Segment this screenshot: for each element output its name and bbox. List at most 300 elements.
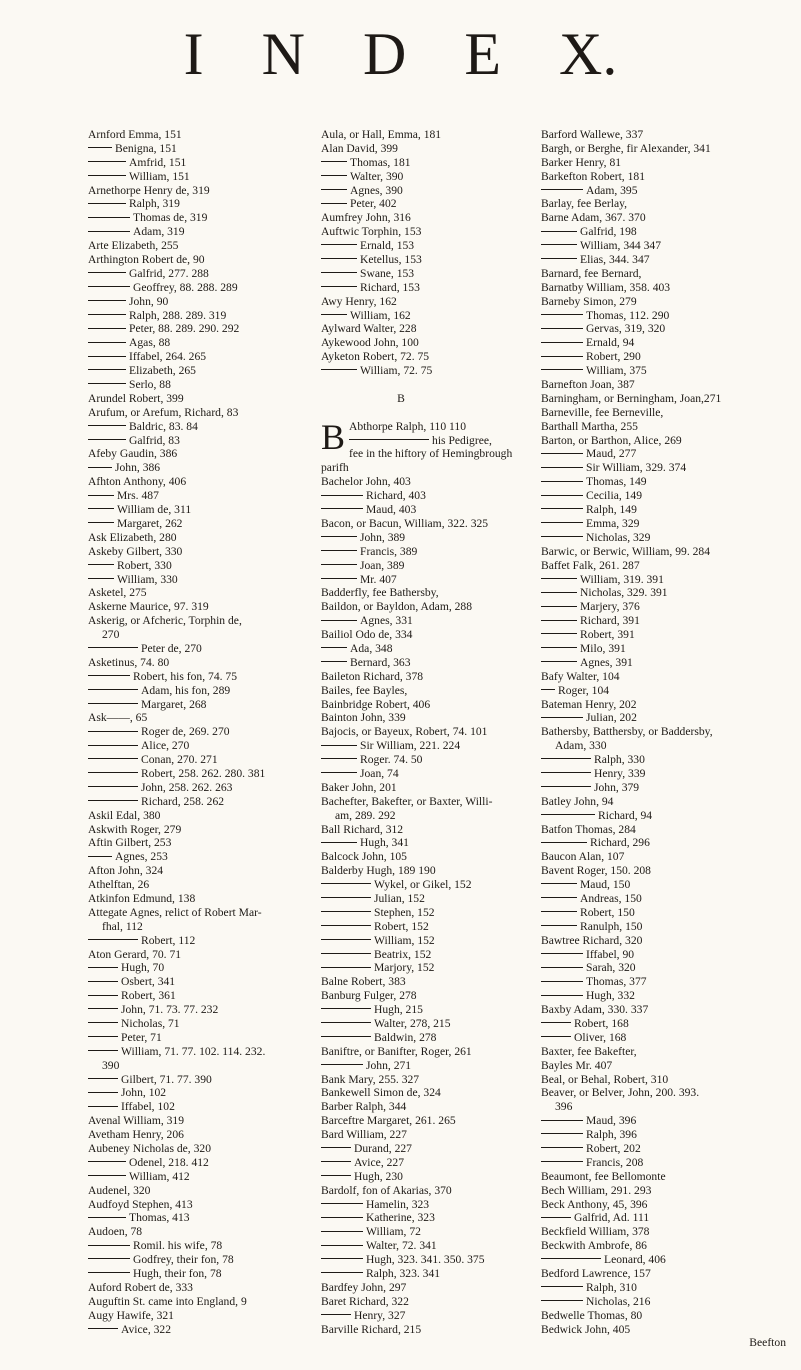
entry-text: Gervas, 319, 320 <box>586 322 666 336</box>
index-entry <box>321 461 541 475</box>
index-entry <box>321 197 541 211</box>
entry-text: Bainton John, 339 <box>321 711 406 725</box>
index-entry <box>541 447 786 461</box>
index-entry <box>321 545 541 559</box>
drop-cap: B <box>321 416 346 457</box>
entry-text: Thomas, 149 <box>586 475 647 489</box>
index-column-middle <box>321 128 541 1336</box>
entry-text: Baucon Alan, 107 <box>541 850 625 864</box>
index-entry <box>321 628 541 642</box>
entry-text: Serlo, 88 <box>129 378 171 392</box>
entry-text: Balderby Hugh, 189 190 <box>321 864 436 878</box>
ditto-rule <box>88 702 138 704</box>
entry-text: Barningham, or Berningham, Joan,271 <box>541 391 722 405</box>
index-entry <box>88 975 308 989</box>
index-entry <box>541 948 786 962</box>
heading-letter: N <box>261 21 305 87</box>
index-entry <box>321 1211 541 1225</box>
index-entry <box>88 711 308 725</box>
ditto-rule <box>88 1160 126 1162</box>
entry-text: Robert, 391 <box>580 628 635 642</box>
entry-text: Richard, 258. 262 <box>141 794 225 808</box>
index-entry <box>541 461 786 475</box>
index-entry <box>321 698 541 712</box>
entry-text: Askil Edal, 380 <box>88 808 161 822</box>
entry-text: Ernald, 94 <box>586 336 635 350</box>
ditto-rule <box>321 1244 363 1246</box>
ditto-rule <box>321 646 347 648</box>
ditto-rule <box>541 452 583 454</box>
entry-text: Balne Robert, 383 <box>321 975 406 989</box>
ditto-rule <box>541 841 587 843</box>
entry-text: Richard, 403 <box>366 489 426 503</box>
index-entry <box>88 378 308 392</box>
entry-text: Ketellus, 153 <box>360 253 422 267</box>
entry-text: Walter, 390 <box>350 169 404 183</box>
entry-text: Afton John, 324 <box>88 864 164 878</box>
index-column-left <box>88 128 308 1336</box>
ditto-rule <box>541 1160 583 1162</box>
index-entry <box>541 642 786 656</box>
index-entry <box>321 906 541 920</box>
ditto-rule <box>541 466 583 468</box>
ditto-rule <box>88 1021 118 1023</box>
index-entry <box>88 239 308 253</box>
index-entry <box>541 517 786 531</box>
index-entry <box>541 850 786 864</box>
entry-text: Beatrix, 152 <box>374 947 432 961</box>
entry-text: Cecilia, 149 <box>586 489 643 503</box>
index-entry <box>321 878 541 892</box>
index-entry <box>88 225 308 239</box>
entry-text: Milo, 391 <box>580 641 626 655</box>
index-entry <box>88 197 308 211</box>
entry-text: William, 152 <box>374 933 435 947</box>
index-entry <box>321 1239 541 1253</box>
ditto-rule <box>88 1091 118 1093</box>
entry-text: Romil. his wife, 78 <box>133 1239 223 1253</box>
ditto-rule <box>88 355 126 357</box>
ditto-rule <box>541 507 583 509</box>
ditto-rule <box>88 1257 130 1259</box>
index-entry <box>88 684 308 698</box>
ditto-rule <box>88 202 126 204</box>
entry-text: parifh <box>321 461 349 475</box>
index-entry <box>321 795 541 809</box>
entry-text: Aula, or Hall, Emma, 181 <box>321 128 442 141</box>
heading-letter: I <box>183 21 204 87</box>
entry-text: Aykewood John, 100 <box>321 336 419 350</box>
index-entry <box>321 239 541 253</box>
entry-text: Conan, 270. 271 <box>141 753 218 767</box>
index-entry <box>88 1309 308 1323</box>
index-entry <box>88 253 308 267</box>
index-entry <box>321 1059 541 1073</box>
ditto-rule <box>88 1271 130 1273</box>
index-entry <box>541 711 786 725</box>
entry-text: Bank Mary, 255. 327 <box>321 1072 420 1086</box>
index-entry <box>321 156 541 170</box>
index-entry <box>321 489 541 503</box>
ditto-rule <box>321 841 357 843</box>
entry-text: am, 289. 292 <box>335 808 396 822</box>
index-entry <box>88 170 308 184</box>
entry-text: Peter, 71 <box>121 1030 162 1044</box>
ditto-rule <box>541 188 583 190</box>
ditto-rule <box>541 994 583 996</box>
ditto-rule <box>321 1216 363 1218</box>
ditto-rule <box>321 1257 363 1259</box>
index-entry <box>88 614 308 628</box>
index-entry <box>541 253 786 267</box>
index-entry <box>541 906 786 920</box>
ditto-rule <box>88 174 126 176</box>
entry-text: William, 375 <box>586 364 647 378</box>
ditto-rule <box>541 355 583 357</box>
entry-text: John, 102 <box>121 1086 167 1100</box>
index-entry <box>541 989 786 1003</box>
index-entry <box>541 573 786 587</box>
index-entry <box>321 1045 541 1059</box>
index-entry <box>321 336 541 350</box>
ditto-rule <box>541 660 577 662</box>
entry-text: Bedford Lawrence, 157 <box>541 1267 651 1281</box>
index-entry <box>541 1086 786 1100</box>
ditto-rule <box>321 1313 351 1315</box>
entry-text: Thomas, 181 <box>350 155 411 169</box>
index-entry <box>88 1128 308 1142</box>
ditto-rule <box>321 368 357 370</box>
index-entry <box>541 239 786 253</box>
entry-text: Gilbert, 71. 77. 390 <box>121 1072 212 1086</box>
entry-text: Bedwelle Thomas, 80 <box>541 1308 643 1322</box>
entry-text: Roger. 74. 50 <box>360 753 423 767</box>
entry-text: Askerig, or Afcheric, Torphin de, <box>88 614 242 628</box>
index-entry <box>88 1059 308 1073</box>
index-entry <box>541 364 786 378</box>
entry-text: Baileton Richard, 378 <box>321 669 424 683</box>
entry-text: Peter, 88. 289. 290. 292 <box>129 322 240 336</box>
entry-text: Attegate Agnes, relict of Robert Mar- <box>88 905 262 919</box>
ditto-rule <box>321 563 357 565</box>
entry-text: Adam, 395 <box>586 183 638 197</box>
entry-text: Askerne Maurice, 97. 319 <box>88 600 209 614</box>
index-entry <box>88 920 308 934</box>
index-entry <box>321 767 541 781</box>
index-entry <box>321 1003 541 1017</box>
index-entry <box>88 1253 308 1267</box>
ditto-rule <box>541 257 577 259</box>
entry-text: Bedwick John, 405 <box>541 1322 631 1336</box>
entry-text: John, 386 <box>115 461 161 475</box>
entry-text: Bardfey John, 297 <box>321 1280 407 1294</box>
entry-text: Bafy Walter, 104 <box>541 669 620 683</box>
index-entry <box>88 934 308 948</box>
ditto-rule <box>88 438 126 440</box>
entry-text: Barne Adam, 367. 370 <box>541 211 646 225</box>
index-entry <box>321 850 541 864</box>
entry-text: Barnatby William, 358. 403 <box>541 280 671 294</box>
index-entry <box>321 1017 541 1031</box>
index-entry <box>321 475 541 489</box>
index-entry <box>321 836 541 850</box>
entry-text: William, 162 <box>350 308 411 322</box>
ditto-rule <box>88 341 126 343</box>
index-entry <box>541 1211 786 1225</box>
entry-text: Thomas, 112. 290 <box>586 308 670 322</box>
index-entry <box>541 961 786 975</box>
entry-text: 390 <box>102 1058 120 1072</box>
entry-text: Thomas de, 319 <box>133 211 208 225</box>
ditto-rule <box>541 619 577 621</box>
index-entry <box>88 586 308 600</box>
index-entry <box>88 878 308 892</box>
index-entry <box>321 434 541 448</box>
index-entry <box>541 128 786 142</box>
index-entry <box>88 1100 308 1114</box>
ditto-rule <box>321 507 363 509</box>
index-entry <box>541 1239 786 1253</box>
entry-text: Baildon, or Bayldon, Adam, 288 <box>321 600 473 614</box>
entry-text: Osbert, 341 <box>121 975 176 989</box>
ditto-rule <box>321 188 347 190</box>
entry-text: Hugh, their fon, 78 <box>133 1267 222 1281</box>
entry-text: William, 72. 75 <box>360 364 433 378</box>
entry-text: fhal, 112 <box>102 919 143 933</box>
index-entry <box>541 170 786 184</box>
entry-text: Maud, 403 <box>366 503 417 517</box>
index-entry <box>88 211 308 225</box>
index-entry <box>321 1225 541 1239</box>
ditto-rule <box>88 146 112 148</box>
entry-text: Robert, 150 <box>580 905 635 919</box>
index-entry <box>541 309 786 323</box>
index-entry <box>321 406 541 420</box>
ditto-rule <box>321 1174 351 1176</box>
entry-text: Arnford Emma, 151 <box>88 128 182 141</box>
index-entry <box>541 350 786 364</box>
entry-text: Iffabel, 90 <box>586 947 635 961</box>
index-entry <box>541 1073 786 1087</box>
entry-text: Bardolf, fon of Akarias, 370 <box>321 1183 452 1197</box>
ditto-rule <box>88 230 130 232</box>
entry-text: Bernard, 363 <box>350 655 411 669</box>
ditto-rule <box>541 243 577 245</box>
entry-text: William, 72 <box>366 1225 421 1239</box>
index-entry <box>321 322 541 336</box>
ditto-rule <box>88 757 138 759</box>
entry-text: Durand, 227 <box>354 1142 412 1156</box>
ditto-rule <box>88 1007 118 1009</box>
ditto-rule <box>321 938 371 940</box>
entry-text: Godfrey, their fon, 78 <box>133 1253 234 1267</box>
index-entry <box>541 503 786 517</box>
index-entry <box>321 350 541 364</box>
index-entry <box>321 975 541 989</box>
entry-text: Robert, 361 <box>121 989 176 1003</box>
index-entry <box>88 628 308 642</box>
index-entry <box>541 1031 786 1045</box>
index-entry <box>88 809 308 823</box>
entry-text: Marjory, 152 <box>374 961 435 975</box>
index-entry <box>541 864 786 878</box>
ditto-rule <box>321 1021 371 1023</box>
index-entry <box>321 309 541 323</box>
entry-text: Adam, 319 <box>133 225 185 239</box>
entry-text: Walter, 72. 341 <box>366 1239 437 1253</box>
ditto-rule <box>88 966 118 968</box>
entry-text: Roger de, 269. 270 <box>141 725 230 739</box>
index-entry <box>541 378 786 392</box>
entry-text: Bailes, fee Bayles, <box>321 683 408 697</box>
index-entry <box>321 656 541 670</box>
index-entry <box>541 795 786 809</box>
entry-text: Barford Wallewe, 337 <box>541 128 644 141</box>
entry-text: Richard, 296 <box>590 836 650 850</box>
heading-letter: E <box>464 21 501 87</box>
entry-text: William, 412 <box>129 1169 190 1183</box>
index-entry <box>88 1156 308 1170</box>
entry-text: Beckwith Ambrofe, 86 <box>541 1239 647 1253</box>
entry-text: Katherine, 323 <box>366 1211 435 1225</box>
ditto-rule <box>541 952 583 954</box>
index-entry <box>88 322 308 336</box>
ditto-rule <box>541 591 577 593</box>
entry-text: Henry, 327 <box>354 1308 406 1322</box>
ditto-rule <box>541 1285 583 1287</box>
index-entry <box>88 364 308 378</box>
ditto-rule <box>541 632 577 634</box>
ditto-rule <box>541 535 583 537</box>
index-entry <box>88 1267 308 1281</box>
entry-text: Robert, 168 <box>574 1017 629 1030</box>
index-entry <box>541 1156 786 1170</box>
ditto-rule <box>541 813 595 815</box>
ditto-rule <box>321 535 357 537</box>
index-entry <box>541 406 786 420</box>
entry-text: Bawtree Richard, 320 <box>541 933 643 947</box>
index-entry <box>88 961 308 975</box>
index-entry <box>88 892 308 906</box>
index-entry <box>541 559 786 573</box>
entry-text: Ada, 348 <box>350 641 393 655</box>
entry-text: Ralph, 330 <box>594 753 645 767</box>
index-entry <box>321 586 541 600</box>
index-entry <box>541 878 786 892</box>
entry-text: Agas, 88 <box>129 336 171 350</box>
ditto-rule <box>321 757 357 759</box>
ditto-rule <box>541 771 591 773</box>
entry-text: John, 379 <box>594 780 640 794</box>
index-entry <box>541 1045 786 1059</box>
entry-text: Ask——, 65 <box>88 711 148 725</box>
index-entry <box>541 628 786 642</box>
index-entry <box>321 573 541 587</box>
entry-text: Auftwic Torphin, 153 <box>321 225 422 239</box>
entry-text: William de, 311 <box>117 503 192 517</box>
index-entry <box>321 1031 541 1045</box>
entry-text: Sir William, 329. 374 <box>586 461 687 475</box>
index-entry <box>541 1100 786 1114</box>
entry-text: Barkefton Robert, 181 <box>541 169 645 183</box>
ditto-rule <box>541 1299 583 1301</box>
index-entry <box>88 517 308 531</box>
entry-text: Sarah, 320 <box>586 961 636 975</box>
entry-text: Banburg Fulger, 278 <box>321 989 417 1003</box>
index-entry <box>88 267 308 281</box>
entry-text: Ball Richard, 312 <box>321 822 404 836</box>
ditto-rule <box>88 424 126 426</box>
ditto-rule <box>541 480 583 482</box>
entry-text: Afeby Gaudin, 386 <box>88 447 178 461</box>
index-entry <box>541 823 786 837</box>
index-entry <box>88 503 308 517</box>
index-entry <box>88 281 308 295</box>
entry-text: William, 330 <box>117 572 178 586</box>
ditto-rule <box>321 924 371 926</box>
index-entry <box>88 1211 308 1225</box>
entry-text: Barneville, fee Berneville, <box>541 405 664 419</box>
entry-text: Arthington Robert de, 90 <box>88 253 205 267</box>
ditto-rule <box>541 716 583 718</box>
entry-text: John, 271 <box>366 1058 412 1072</box>
entry-text: Maud, 396 <box>586 1114 637 1128</box>
entry-text: Wykel, or Gikel, 152 <box>374 878 472 892</box>
index-entry <box>88 1198 308 1212</box>
ditto-rule <box>321 1035 371 1037</box>
ditto-rule <box>88 1174 126 1176</box>
entry-text: 270 <box>102 628 120 642</box>
entry-text: Arnethorpe Henry de, 319 <box>88 183 210 197</box>
entry-text: Margaret, 262 <box>117 516 183 530</box>
ditto-rule <box>541 1132 583 1134</box>
index-entry <box>88 1045 308 1059</box>
index-entry <box>88 948 308 962</box>
ditto-rule <box>541 980 583 982</box>
index-entry <box>541 489 786 503</box>
entry-text: Galfrid, 83 <box>129 433 180 447</box>
index-entry <box>88 823 308 837</box>
index-entry <box>321 1198 541 1212</box>
index-entry <box>541 295 786 309</box>
entry-text: Baker John, 201 <box>321 780 397 794</box>
entry-text: fee in the hiftory of Hemingbrough <box>349 447 513 461</box>
entry-text: Agnes, 331 <box>360 614 413 628</box>
index-entry <box>88 545 308 559</box>
entry-text: Barceftre Margaret, 261. 265 <box>321 1114 456 1128</box>
ditto-rule <box>321 1146 351 1148</box>
index-entry <box>541 698 786 712</box>
index-entry <box>88 739 308 753</box>
index-entry <box>541 725 786 739</box>
entry-text: Athelftan, 26 <box>88 878 150 892</box>
entry-text: Mr. 407 <box>360 572 397 586</box>
index-entry <box>321 739 541 753</box>
entry-text: Beefton <box>749 1336 786 1350</box>
entry-text: Swane, 153 <box>360 266 415 280</box>
entry-text: Balcock John, 105 <box>321 850 407 864</box>
index-entry <box>88 656 308 670</box>
ditto-rule <box>321 243 357 245</box>
index-entry <box>541 670 786 684</box>
index-entry <box>88 600 308 614</box>
index-entry <box>541 975 786 989</box>
ditto-rule <box>88 674 130 676</box>
entry-text: B <box>397 391 405 405</box>
ditto-rule <box>321 1202 363 1204</box>
ditto-rule <box>321 202 347 204</box>
index-entry <box>321 184 541 198</box>
